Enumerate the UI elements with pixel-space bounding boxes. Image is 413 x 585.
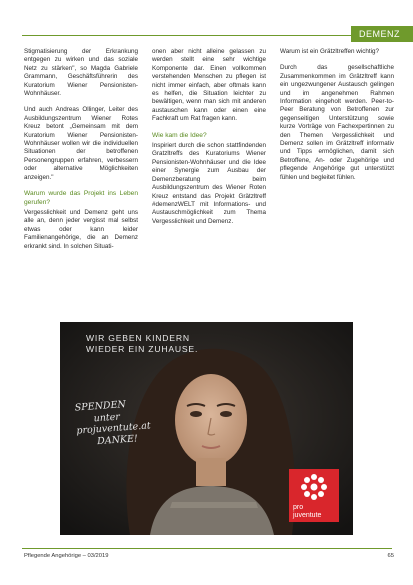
paragraph: Durch das gesellschaftliche Zusammenkommen im Grätzltreff kann ein ungezwungener Austausch gelingen und im angenehmen Rahmen Information eingeholt werden. Peer-to-Peer Beratung von Betroffenen zur gegenseitigen Unterstützung sowie kurze Vorträge von Fachexpertinnen zu den Themen Vergesslichkeit und Demenz sollen im Grätzltreff informativ und Tipps ermöglichen, damit sich Betroffene, An- oder Zugehörige und pflegende Angehörige gut unterstützt fühlen und begleitet fühlen. [280,64,394,181]
ad-donation-note [74,397,151,448]
ad-script-line: projuventute.at [76,420,152,437]
paragraph: Stigmatisierung der Erkrankung entgegen zu wirken und das soziale Netz zu stärken", so Magda Gabriele Grammann, Geschäftsführerin des Kuratorium Wiener Pensionisten-Wohnhäuser. [24,48,138,98]
ad-headline-line: WIEDER EIN ZUHAUSE. [86,344,199,354]
page-number: 65 [387,553,394,559]
subheading: Warum wurde das Projekt ins Leben gerufen? [24,190,138,206]
logo-text-line: pro [293,504,304,511]
ad-script-line: SPENDEN [74,399,127,414]
paragraph: Warum ist ein Grätzltreffen wichtig? [280,48,380,55]
logo-text [293,504,321,519]
ad-headline-line: WIR GEBEN KINDERN [86,333,190,343]
header-rule [22,35,351,36]
ad-headline [86,333,198,355]
subheading: Wie kam die Idee? [152,131,207,139]
paragraph: Und auch Andreas Ollinger, Leiter des Ausbildungszentrum Wiener Rotes Kreuz betont „Gemeinsam mit dem Kuratorium Wiener Pensionisten-Wohnhäuser wollen wir die individuellen Situationen der betroffenen Personengruppen erfahren, verbessern oder alternative Möglichkeiten anzeigen." [24,106,138,181]
article-column-3 [280,48,394,190]
paragraph: onen aber nicht alleine gelassen zu werden stellt eine sehr wichtige Komponente dar. Einen vollkommen verstehenden Menschen zu pflegen ist nicht immer einfach, aber oftmals kann es helfen, die Situation leichter zu bewältigen, wenn man sich mit anderen austauschen kann oder einen eine Fachkraft um Rat fragen kann. [152,48,266,123]
footer-publication: Pflegende Angehörige – 03/2019 [24,553,109,559]
paragraph: Vergesslichkeit und Demenz geht uns alle an, denn jeder vergisst mal selbst etwas oder kann leider Familienangehörige, die an Demenz erkrankt sind. In solchen Situati- [24,208,138,250]
pro-juventute-logo [289,469,339,522]
section-tag: DEMENZ [351,26,413,42]
paragraph: Inspiriert durch die schon stattfindenden Gratzltreffs des Kuratoriums Wiener Pensionisten-Wohnhäuser und die Idee einer Synergie zum Ausbau der Demenzberatung beim Ausbildungszentrum des Wiener Roten Kreuz entstand das Projekt Grätzltreff #demenzWELT mit Informations- und Austauschmöglichkeit zum Thema Vergesslichkeit und Demenz. [152,142,266,225]
article-column-1 [24,48,138,259]
ad-script-line: unter [93,411,121,424]
advertisement [60,322,353,535]
ad-script-line: DANKE! [96,432,139,447]
logo-text-line: juventute [293,511,322,519]
footer-rule [22,548,392,549]
article-column-2 [152,48,266,234]
logo-flower-icon [289,469,339,503]
article-body [24,48,396,288]
